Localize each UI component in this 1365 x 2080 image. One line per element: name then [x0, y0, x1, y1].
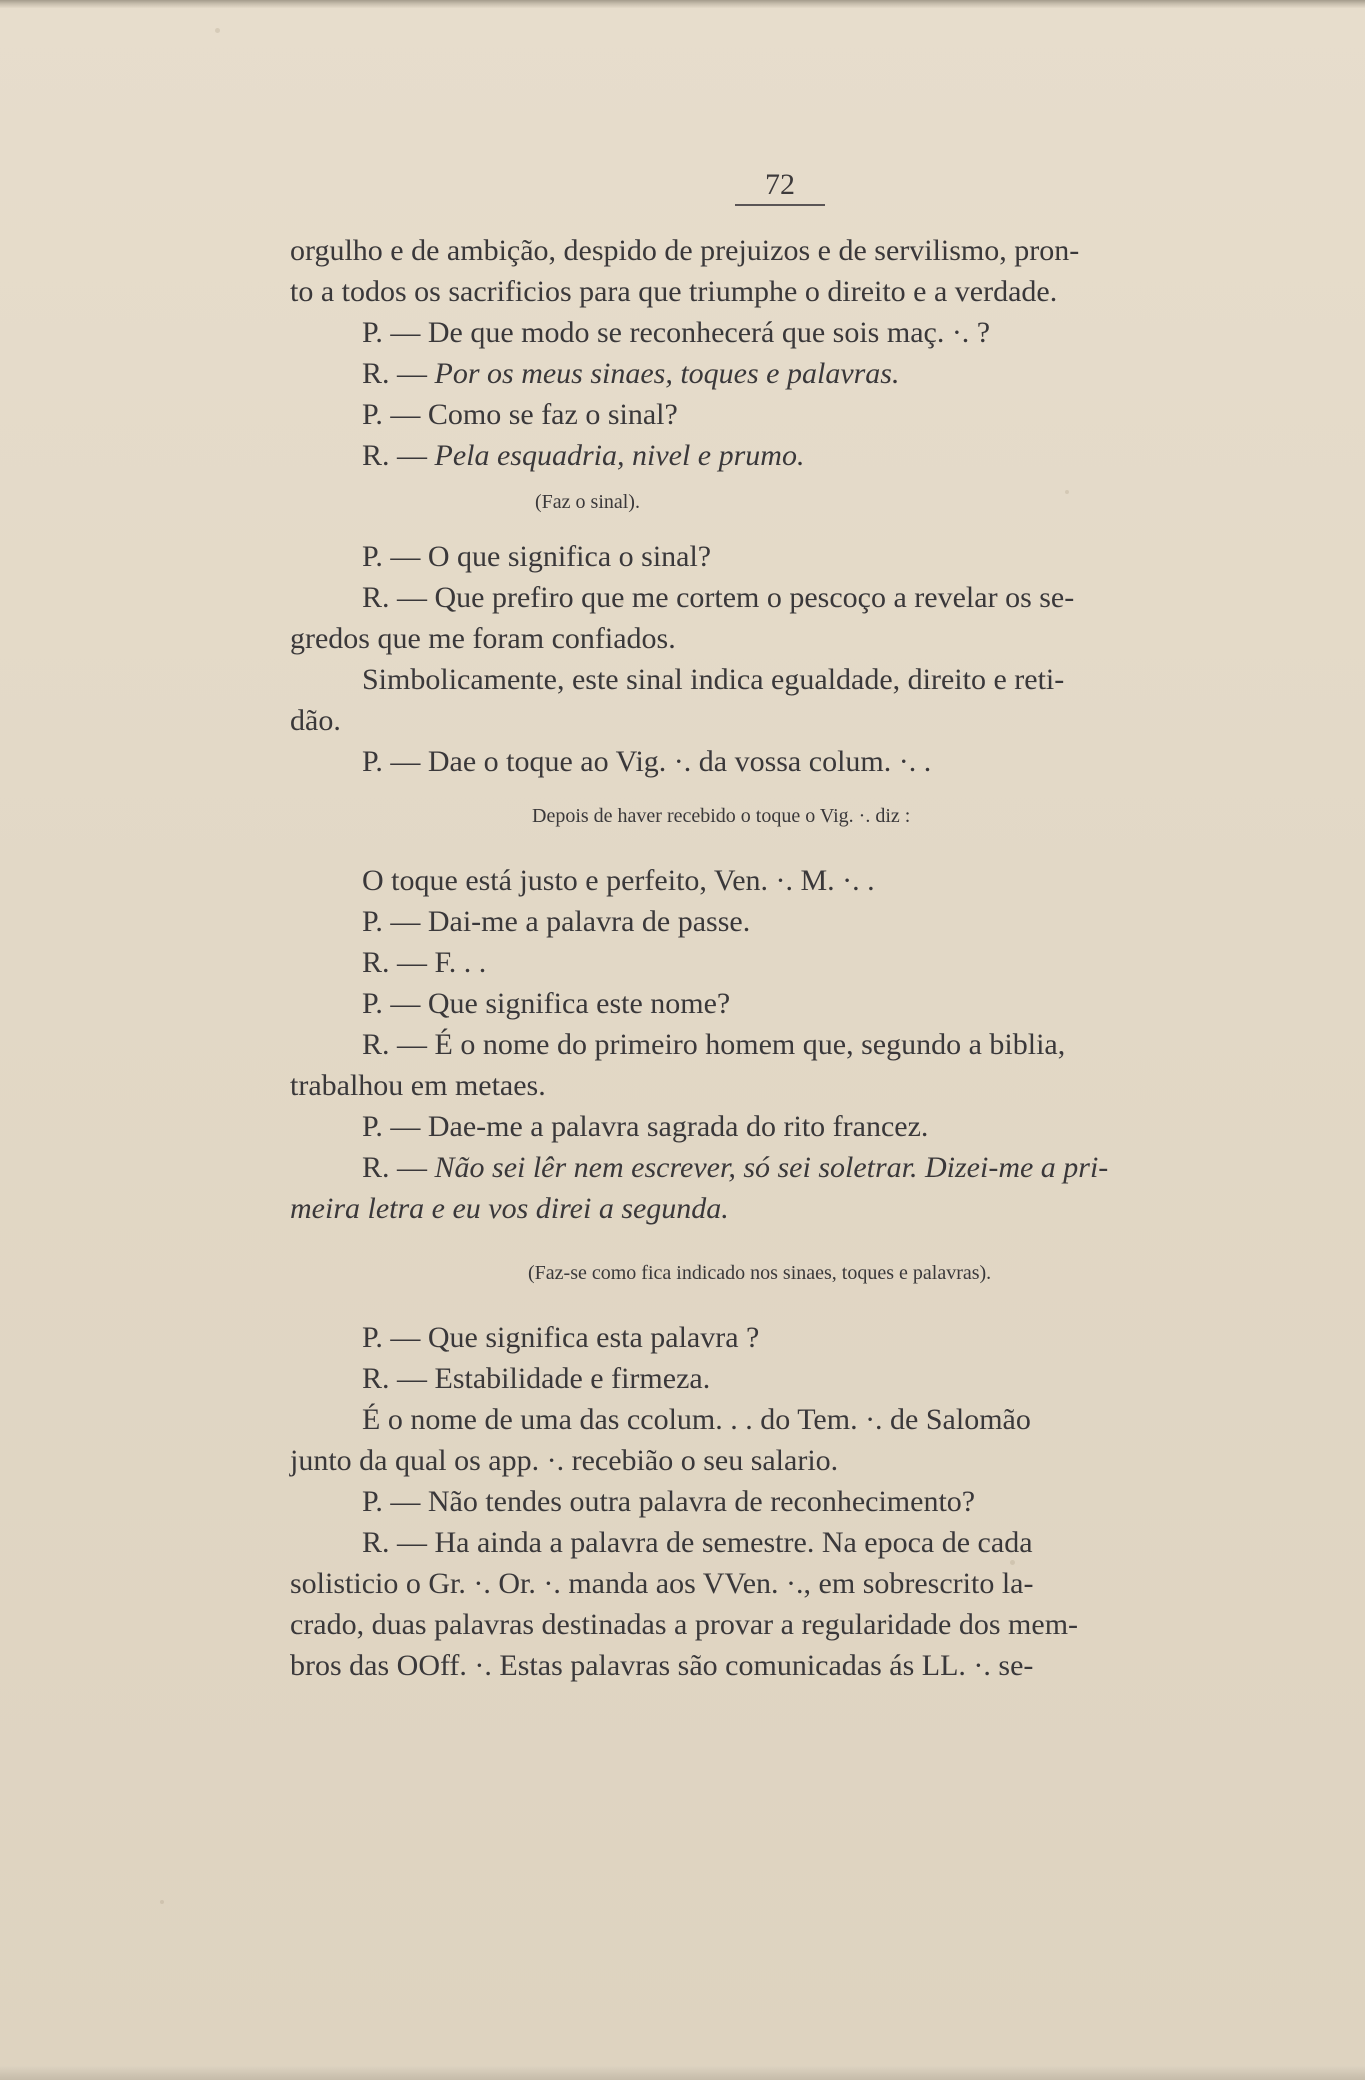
text-line: R. — F. . .	[362, 946, 487, 979]
text-line: to a todos os sacrificios para que triumphe o direito e a verdade.	[290, 275, 1058, 308]
speaker-prefix: R. —	[362, 1151, 435, 1184]
stage-direction: Depois de haver recebido o toque o Vig. ·. diz :	[532, 805, 911, 827]
page-number: 72	[735, 168, 825, 206]
speaker-prefix: R. —	[362, 357, 435, 390]
speaker-prefix: R. —	[362, 439, 435, 472]
text-line: dão.	[290, 704, 341, 737]
text-line: P. — De que modo se reconhecerá que sois maç. ·. ?	[362, 316, 991, 349]
text-line: P. — Que significa este nome?	[362, 987, 731, 1020]
text-line: solisticio o Gr. ·. Or. ·. manda aos VVen. ·., em sobrescrito la-	[290, 1567, 1034, 1600]
text-line: P. — O que significa o sinal?	[362, 540, 712, 573]
text-line: O toque está justo e perfeito, Ven. ·. M. ·. .	[362, 864, 875, 897]
italic-answer: Por os meus sinaes, toques e palavras.	[434, 357, 900, 390]
text-line: P. — Não tendes outra palavra de reconhecimento?	[362, 1485, 976, 1518]
text-line: P. — Dai-me a palavra de passe.	[362, 905, 751, 938]
text-line	[290, 353, 1245, 394]
italic-answer: Pela esquadria, nivel e prumo.	[434, 439, 805, 472]
text-line: trabalhou em metaes.	[290, 1069, 546, 1102]
text-line: gredos que me foram confiados.	[290, 622, 676, 655]
stage-direction: (Faz o sinal).	[535, 491, 640, 513]
text-line: crado, duas palavras destinadas a provar a regularidade dos mem-	[290, 1608, 1079, 1641]
text-line: junto da qual os app. ·. recebião o seu salario.	[290, 1444, 839, 1477]
text-line: P. — Dae o toque ao Vig. ·. da vossa colum. ·. .	[362, 745, 932, 778]
text-line: R. — É o nome do primeiro homem que, segundo a biblia,	[362, 1028, 1066, 1061]
text-line: P. — Como se faz o sinal?	[362, 398, 678, 431]
text-line: É o nome de uma das ccolum. . . do Tem. ·. de Salomão	[362, 1403, 1031, 1436]
text-line	[290, 1147, 1245, 1188]
page-top-edge	[0, 0, 1365, 8]
page-body	[290, 230, 1245, 1686]
text-line: orgulho e de ambição, despido de prejuizos e de servilismo, pron-	[290, 234, 1080, 267]
text-line: meira letra e eu vos direi a segunda.	[290, 1192, 729, 1225]
italic-answer: Não sei lêr nem escrever, só sei soletrar. Dizei-me a pri-	[434, 1151, 1109, 1184]
text-line: P. — Que significa esta palavra ?	[362, 1321, 760, 1354]
text-line: R. — Ha ainda a palavra de semestre. Na epoca de cada	[362, 1526, 1033, 1559]
stage-direction: (Faz-se como fica indicado nos sinaes, toques e palavras).	[528, 1262, 992, 1284]
page-bottom-edge	[0, 2066, 1365, 2080]
text-line: R. — Que prefiro que me cortem o pescoço a revelar os se-	[362, 581, 1075, 614]
text-line: Simbolicamente, este sinal indica egualdade, direito e reti-	[362, 663, 1065, 696]
paper-spot	[215, 28, 220, 33]
text-line: bros das OOff. ·. Estas palavras são comunicadas ás LL. ·. se-	[290, 1649, 1034, 1682]
text-line: R. — Estabilidade e firmeza.	[362, 1362, 711, 1395]
text-line	[290, 435, 1245, 476]
paper-spot	[160, 1900, 164, 1904]
text-line: P. — Dae-me a palavra sagrada do rito francez.	[362, 1110, 929, 1143]
